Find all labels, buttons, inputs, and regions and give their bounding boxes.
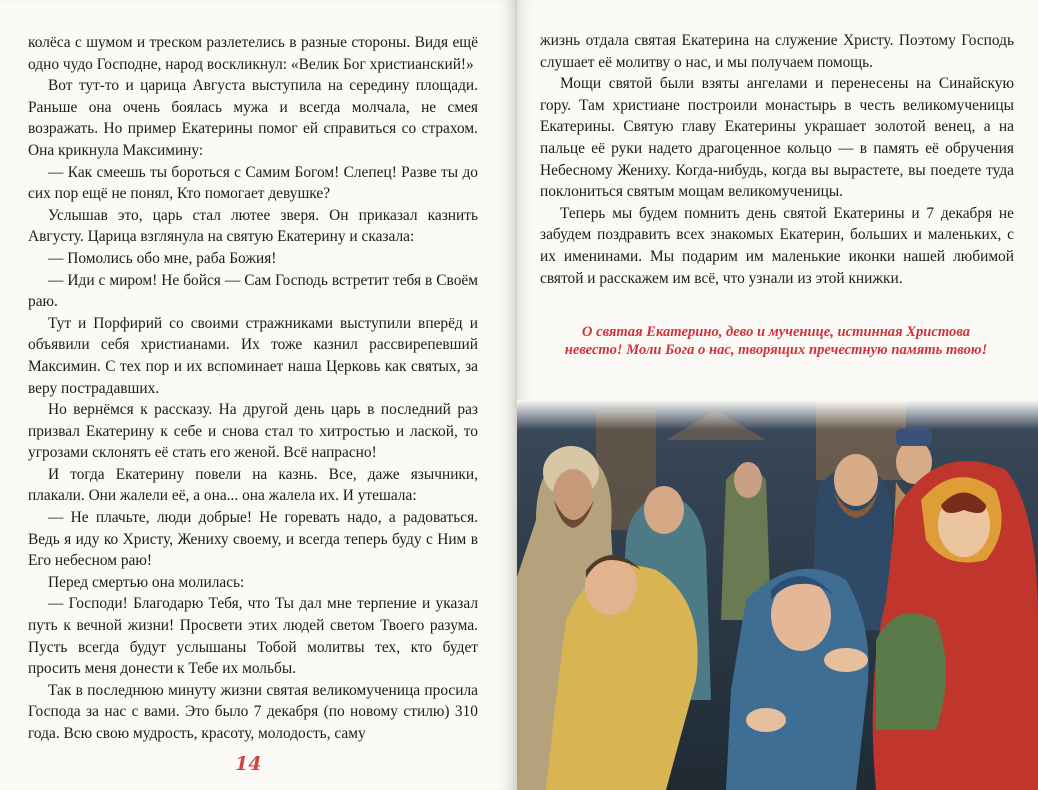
paragraph: Мощи святой были взяты ангелами и перенесены на Синайскую гору. Там христиане построили монастырь в честь великомученицы Екатерины. Святую главу Екатерины украшает золотой венец, а на пальце её руки надето драгоценное кольцо — в память её обручения Небесному Жениху. Когда-нибудь, когда вы вырастете, вы поедете туда поклониться святым мощам великомученицы. (540, 75, 1014, 201)
prayer-text: О святая Екатерино, дево и мученице, истинная Христова невесто! Моли Бога о нас, творящих пречестную память твою! (564, 324, 988, 358)
paragraph: Тут и Порфирий со своими стражниками выступили вперёд и объявили себя христианами. Их тоже казнил рассвирепевший Максимин. С тех пор и их вспоминает наша Церковь как святых, за веру пострадавших. (28, 314, 478, 397)
paragraph: колёса с шумом и треском разлетелись в разные стороны. Видя ещё одно чудо Господне, народ воскликнул: «Велик Бог христианский!» (28, 34, 478, 73)
paragraph: И тогда Екатерину повели на казнь. Все, даже язычники, плакали. Они жалели её, а она... она жалела их. И утешала: (28, 465, 478, 505)
dialogue-line: — Помолись обо мне, раба Божия! (48, 249, 277, 267)
dialogue-line: — Господи! Благодарю Тебя, что Ты дал мне терпение и указал путь к вечной жизни! Просвети этих людей светом Твоего разума. Пусть всегда будут услышаны Тобой молитвы тех, кто будет просить меня донести к Тебе их мольбы. (28, 595, 478, 678)
book-gutter (515, 0, 517, 790)
dialogue-line: — Иди с миром! Не бойся — Сам Господь встретит тебя в Своём раю. (28, 271, 478, 311)
right-page-text (540, 30, 1014, 289)
page-number: 14 (235, 753, 262, 775)
paragraph: Вот тут-то и царица Августа выступила на середину площади. Раньше она очень боялась мужа и всегда молчала, не смея возражать. Но пример Екатерины помог ей справиться со страхом. Она крикнула Максимину: (28, 77, 478, 159)
paragraph: Услышав это, царь стал лютее зверя. Он приказал казнить Августу. Царица взглянула на святую Екатерину и сказала: (28, 206, 478, 246)
paragraph: Перед смертью она молилась: (48, 573, 245, 591)
paragraph: Так в последнюю минуту жизни святая великомученица просила Господа за нас с вами. Это было 7 декабря (по новому стилю) 310 года. Всю свою мудрость, красоту, молодость, саму (28, 681, 478, 742)
dialogue-line: — Как смеешь ты бороться с Самим Богом! Слепец! Разве ты до сих пор ещё не понял, Кто помогает девушке? (28, 163, 478, 203)
dialogue-line: — Не плачьте, люди добрые! Не горевать надо, а радоваться. Ведь я иду ко Христу, Жениху своему, и всегда теперь буду с Ним в Его небесном раю! (28, 509, 478, 570)
left-page-text (28, 32, 478, 745)
right-page (516, 0, 1038, 790)
paragraph: Но вернёмся к рассказу. На другой день царь в последний раз призвал Екатерину к себе и снова стал то хитростью и лаской, то угрозами склонять её стать его женой. Всё напрасно! (28, 401, 478, 462)
paragraph: Теперь мы будем помнить день святой Екатерины и 7 декабря не забудем поздравить всех знакомых Екатерин, больших и маленьких, с их именинами. Мы подарим им маленькие иконки нашей любимой святой и расскажем им всё, что узнали из этой книжки. (540, 204, 1014, 287)
left-page (0, 0, 516, 790)
paragraph: жизнь отдала святая Екатерина на служение Христу. Поэтому Господь слушает её молитву о нас, и мы получаем помощь. (540, 32, 1014, 71)
illustration-catherine-farewell (516, 400, 1038, 790)
